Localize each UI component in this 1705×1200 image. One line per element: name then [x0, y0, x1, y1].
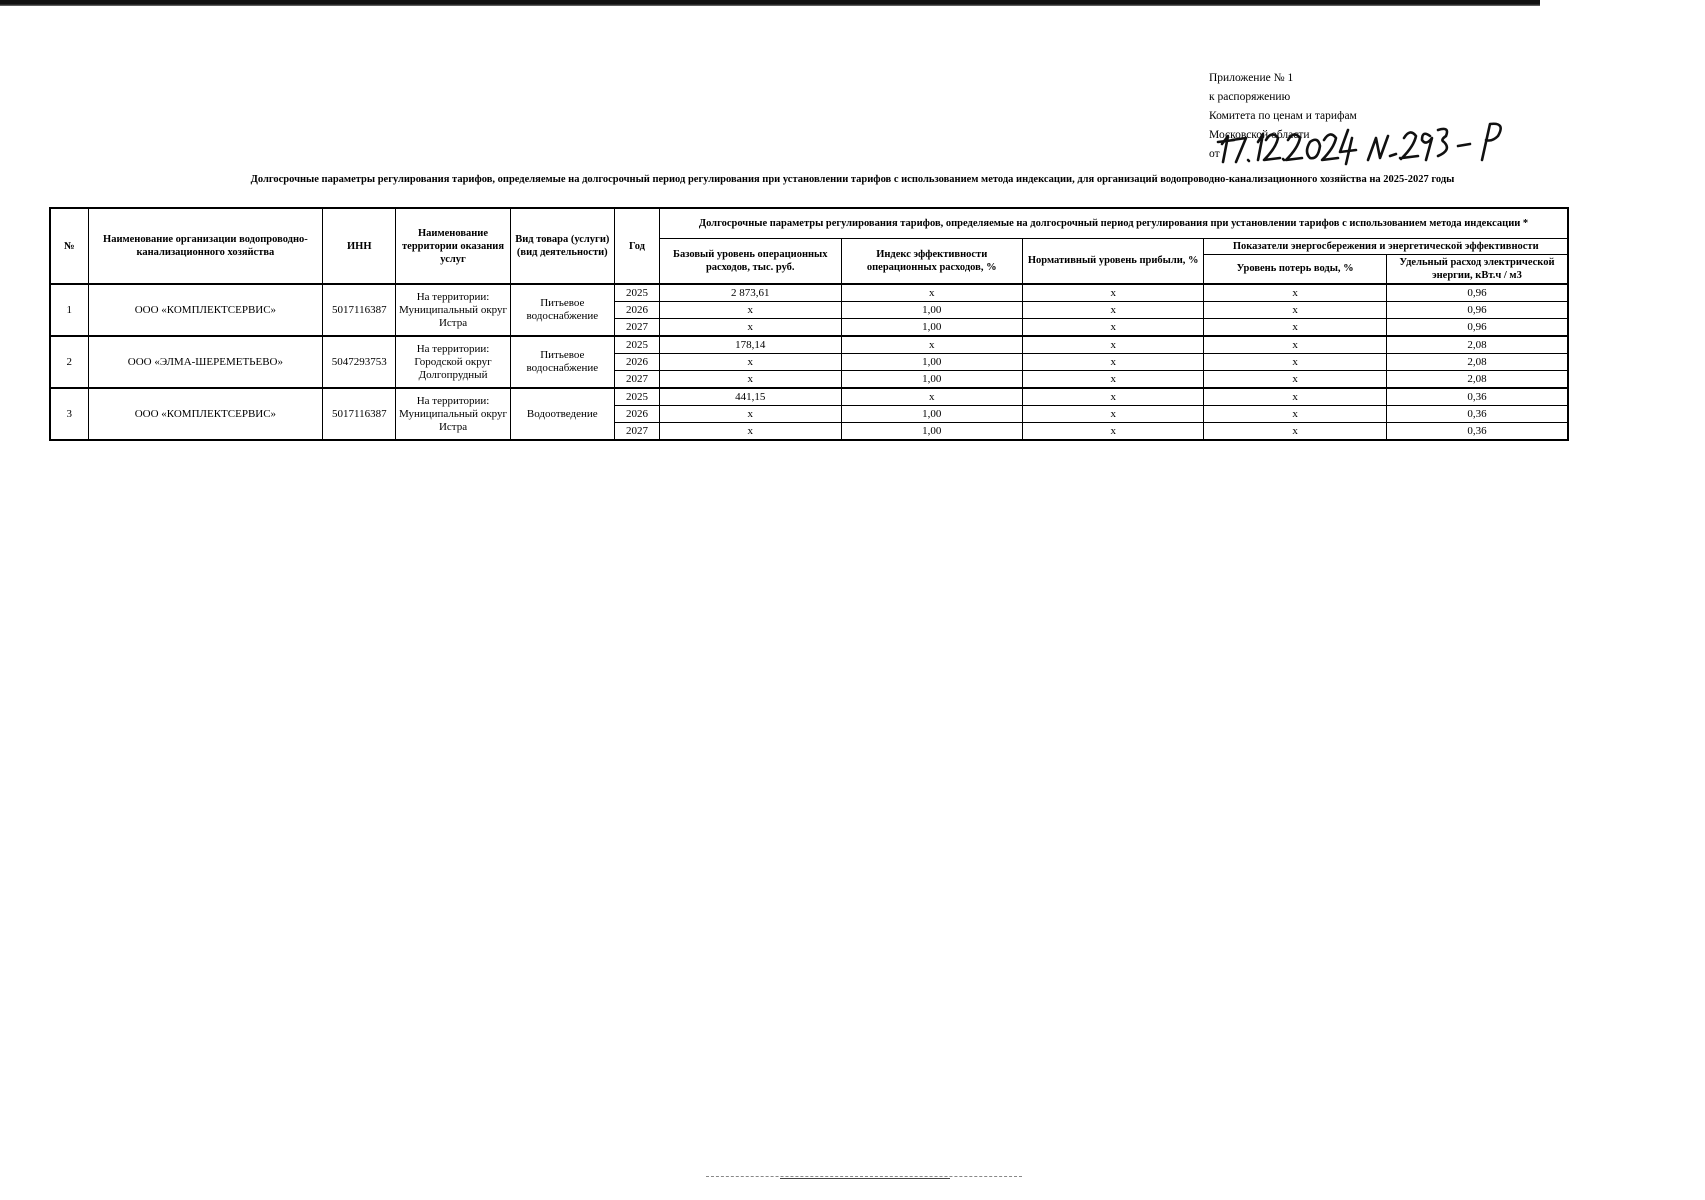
base-costs-cell: x [660, 319, 841, 337]
header-water-losses: Уровень потерь воды, % [1204, 254, 1386, 284]
electricity-cell: 2,08 [1386, 371, 1568, 389]
efficiency-index-cell: 1,00 [841, 371, 1022, 389]
water-losses-cell: x [1204, 354, 1386, 371]
scan-top-edge [0, 0, 1705, 6]
row-number: 3 [50, 388, 88, 440]
appendix-line-2: к распоряжению [1209, 91, 1291, 103]
organization-inn: 5017116387 [323, 284, 396, 336]
water-losses-cell: x [1204, 371, 1386, 389]
base-costs-cell: x [660, 423, 841, 441]
electricity-cell: 2,08 [1386, 354, 1568, 371]
profit-level-cell: x [1022, 302, 1203, 319]
year-cell: 2025 [614, 336, 659, 354]
year-cell: 2025 [614, 284, 659, 302]
water-losses-cell: x [1204, 319, 1386, 337]
handwritten-date-number [1206, 116, 1506, 166]
efficiency-index-cell: 1,00 [841, 423, 1022, 441]
base-costs-cell: 2 873,61 [660, 284, 841, 302]
row-number: 2 [50, 336, 88, 388]
year-cell: 2026 [614, 354, 659, 371]
efficiency-index-cell: 1,00 [841, 319, 1022, 337]
document-title: Долгосрочные параметры регулирования тарифов, определяемые на долгосрочный период регулирования при установлении тарифов с использованием метода индексации, для организаций водопроводно-канализационного хозяйства на 2025-2027 годы [250, 174, 1455, 185]
header-service-type: Вид товара (услуги) (вид деятельности) [510, 208, 614, 284]
electricity-cell: 0,96 [1386, 319, 1568, 337]
header-electricity-consumption: Удельный расход электрической энергии, кВт.ч / м3 [1386, 254, 1568, 284]
efficiency-index-cell: 1,00 [841, 354, 1022, 371]
profit-level-cell: x [1022, 388, 1203, 406]
appendix-line-1: Приложение № 1 [1209, 72, 1294, 84]
header-territory: Наименование территории оказания услуг [396, 208, 510, 284]
row-number: 1 [50, 284, 88, 336]
scan-artifact-line [780, 1178, 950, 1179]
service-type: Питьевое водоснабжение [510, 336, 614, 388]
base-costs-cell: x [660, 371, 841, 389]
efficiency-index-cell: x [841, 388, 1022, 406]
base-costs-cell: x [660, 302, 841, 319]
header-energy-group: Показатели энергосбережения и энергетической эффективности [1204, 238, 1568, 254]
water-losses-cell: x [1204, 284, 1386, 302]
organization-name: ООО «КОМПЛЕКТСЕРВИС» [88, 284, 323, 336]
year-cell: 2027 [614, 371, 659, 389]
header-inn: ИНН [323, 208, 396, 284]
profit-level-cell: x [1022, 371, 1203, 389]
efficiency-index-cell: 1,00 [841, 406, 1022, 423]
electricity-cell: 0,96 [1386, 302, 1568, 319]
appendix-line-3: Комитета по ценам и тарифам [1209, 110, 1357, 122]
water-losses-cell: x [1204, 336, 1386, 354]
table-row [50, 388, 1568, 406]
header-params-group: Долгосрочные параметры регулирования тарифов, определяемые на долгосрочный период регулирования при установлении тарифов с использованием метода индексации * [660, 208, 1568, 238]
efficiency-index-cell: x [841, 284, 1022, 302]
organization-inn: 5017116387 [323, 388, 396, 440]
base-costs-cell: x [660, 354, 841, 371]
base-costs-cell: 178,14 [660, 336, 841, 354]
year-cell: 2025 [614, 388, 659, 406]
table-row [50, 336, 1568, 354]
header-year: Год [614, 208, 659, 284]
profit-level-cell: x [1022, 423, 1203, 441]
territory-name: На территории: Муниципальный округ Истра [396, 284, 510, 336]
electricity-cell: 0,36 [1386, 423, 1568, 441]
header-organization: Наименование организации водопроводно-канализационного хозяйства [88, 208, 323, 284]
service-type: Питьевое водоснабжение [510, 284, 614, 336]
electricity-cell: 0,96 [1386, 284, 1568, 302]
efficiency-index-cell: x [841, 336, 1022, 354]
water-losses-cell: x [1204, 406, 1386, 423]
header-base-costs: Базовый уровень операционных расходов, тыс. руб. [660, 238, 841, 284]
territory-name: На территории: Муниципальный округ Истра [396, 388, 510, 440]
header-profit-level: Нормативный уровень прибыли, % [1022, 238, 1203, 284]
profit-level-cell: x [1022, 284, 1203, 302]
profit-level-cell: x [1022, 406, 1203, 423]
profit-level-cell: x [1022, 336, 1203, 354]
profit-level-cell: x [1022, 354, 1203, 371]
year-cell: 2027 [614, 319, 659, 337]
electricity-cell: 0,36 [1386, 406, 1568, 423]
profit-level-cell: x [1022, 319, 1203, 337]
base-costs-cell: x [660, 406, 841, 423]
water-losses-cell: x [1204, 423, 1386, 441]
efficiency-index-cell: 1,00 [841, 302, 1022, 319]
organization-inn: 5047293753 [323, 336, 396, 388]
organization-name: ООО «КОМПЛЕКТСЕРВИС» [88, 388, 323, 440]
electricity-cell: 2,08 [1386, 336, 1568, 354]
header-number: № [50, 208, 88, 284]
year-cell: 2026 [614, 302, 659, 319]
organization-name: ООО «ЭЛМА-ШЕРЕМЕТЬЕВО» [88, 336, 323, 388]
appendix-date-prefix: от [1209, 148, 1220, 160]
electricity-cell: 0,36 [1386, 388, 1568, 406]
territory-name: На территории: Городской округ Долгопрудный [396, 336, 510, 388]
base-costs-cell: 441,15 [660, 388, 841, 406]
service-type: Водоотведение [510, 388, 614, 440]
water-losses-cell: x [1204, 302, 1386, 319]
year-cell: 2027 [614, 423, 659, 441]
appendix-line-4: Московской области [1209, 129, 1310, 141]
water-losses-cell: x [1204, 388, 1386, 406]
year-cell: 2026 [614, 406, 659, 423]
table-row [50, 284, 1568, 302]
header-efficiency-index: Индекс эффективности операционных расходов, % [841, 238, 1022, 284]
tariff-parameters-table [49, 207, 1569, 441]
